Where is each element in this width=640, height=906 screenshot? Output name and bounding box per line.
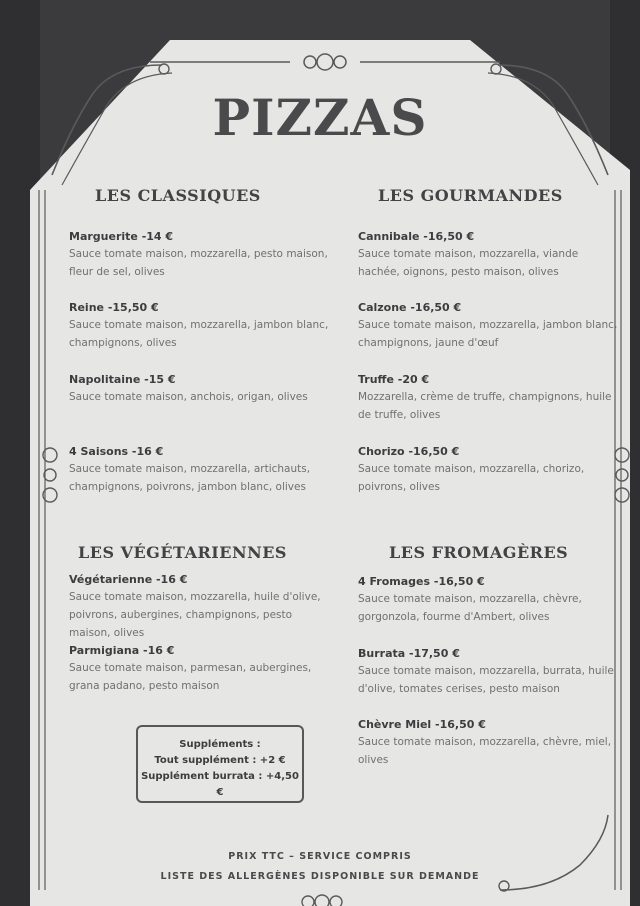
border-lines-left-icon xyxy=(34,190,54,890)
section-title-vegetariennes: LES VÉGÉTARIENNES xyxy=(78,543,287,562)
item-description: Sauce tomate maison, mozzarella, chèvre, gorgonzola, fourme d'Ambert, olives xyxy=(358,593,582,623)
border-lines-right-icon xyxy=(606,190,626,890)
menu-item xyxy=(358,717,623,769)
section-title-fromageres: LES FROMAGÈRES xyxy=(389,543,569,562)
item-name: Burrata -17,50 € xyxy=(358,647,460,660)
bottom-ornament-icon xyxy=(250,890,390,906)
item-name: Reine -15,50 € xyxy=(69,301,159,314)
menu-item xyxy=(358,229,623,281)
item-description: Sauce tomate maison, mozzarella, viande hachée, oignons, pesto maison, olives xyxy=(358,248,579,278)
item-description: Sauce tomate maison, mozzarella, chèvre, miel, olives xyxy=(358,736,612,766)
item-description: Sauce tomate maison, anchois, origan, olives xyxy=(69,391,308,403)
item-name: Chorizo -16,50 € xyxy=(358,445,460,458)
item-name: Cannibale -16,50 € xyxy=(358,230,475,243)
menu-item xyxy=(358,574,623,626)
item-name: Marguerite -14 € xyxy=(69,230,174,243)
menu-item xyxy=(69,300,334,352)
supplements-box xyxy=(136,725,304,803)
supplement-line: Supplément burrata : +4,50 € xyxy=(141,771,299,798)
menu-item xyxy=(358,300,623,352)
item-description: Sauce tomate maison, mozzarella, burrata, huile d'olive, tomates cerises, pesto maison xyxy=(358,665,614,695)
menu-item xyxy=(358,646,623,698)
menu-item xyxy=(69,572,334,642)
menu-item xyxy=(69,643,334,695)
item-description: Sauce tomate maison, mozzarella, chorizo, poivrons, olives xyxy=(358,463,585,493)
supplements-title: Suppléments : xyxy=(179,739,261,750)
item-description: Mozzarella, crème de truffe, champignons, huile de truffe, olives xyxy=(358,391,612,421)
supplement-line: Tout supplément : +2 € xyxy=(154,755,286,766)
top-ornament-icon xyxy=(150,42,500,82)
item-name: Parmigiana -16 € xyxy=(69,644,175,657)
menu-item xyxy=(358,372,623,424)
footer-allergens-note: LISTE DES ALLERGÈNES DISPONIBLE SUR DEMANDE xyxy=(160,871,480,882)
menu-item xyxy=(358,444,623,496)
section-title-gourmandes: LES GOURMANDES xyxy=(378,186,563,205)
item-name: Napolitaine -15 € xyxy=(69,373,176,386)
menu-item xyxy=(69,372,334,406)
item-name: Végétarienne -16 € xyxy=(69,573,188,586)
section-title-classiques: LES CLASSIQUES xyxy=(95,186,261,205)
item-description: Sauce tomate maison, mozzarella, jambon blanc, champignons, jaune d'œuf xyxy=(358,319,618,349)
item-description: Sauce tomate maison, mozzarella, huile d'olive, poivrons, aubergines, champignons, pesto maison, olives xyxy=(69,591,321,639)
item-description: Sauce tomate maison, mozzarella, pesto maison, fleur de sel, olives xyxy=(69,248,328,278)
item-description: Sauce tomate maison, mozzarella, jambon blanc, champignons, olives xyxy=(69,319,329,349)
item-description: Sauce tomate maison, mozzarella, artichauts, champignons, poivrons, jambon blanc, olives xyxy=(69,463,311,493)
item-name: Calzone -16,50 € xyxy=(358,301,462,314)
item-name: 4 Saisons -16 € xyxy=(69,445,164,458)
item-name: 4 Fromages -16,50 € xyxy=(358,575,485,588)
menu-item xyxy=(69,444,334,496)
item-name: Truffe -20 € xyxy=(358,373,430,386)
menu-item xyxy=(69,229,334,281)
item-name: Chèvre Miel -16,50 € xyxy=(358,718,486,731)
menu-title: PIZZAS xyxy=(212,88,428,147)
footer-price-note: PRIX TTC – SERVICE COMPRIS xyxy=(228,851,412,862)
item-description: Sauce tomate maison, parmesan, aubergines, grana padano, pesto maison xyxy=(69,662,312,692)
